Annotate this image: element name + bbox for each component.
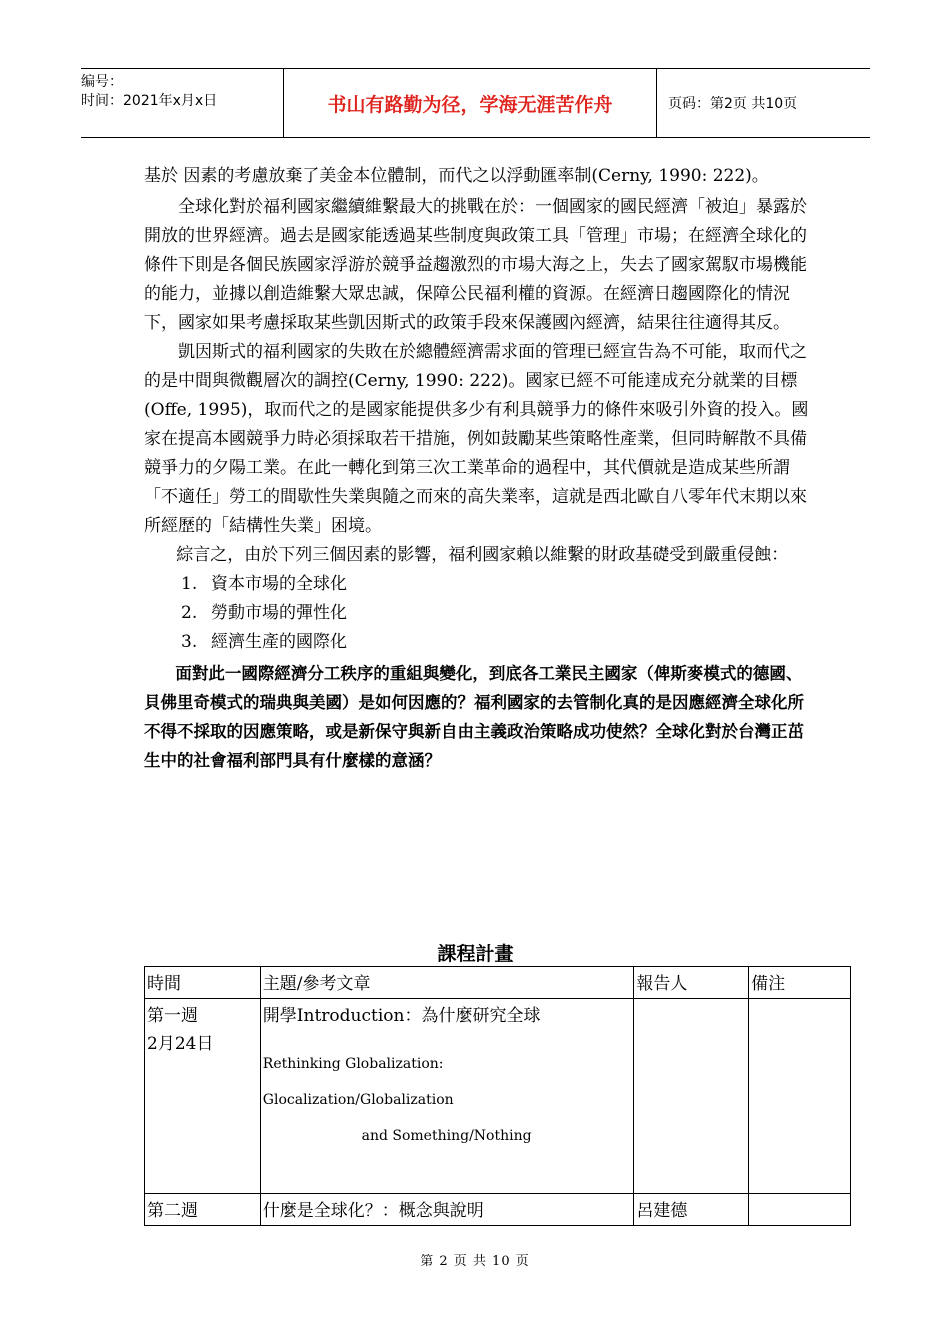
header-note: 備注 [749, 967, 851, 999]
note-cell [749, 999, 851, 1194]
page-footer: 第 2 页 共 10 页 [420, 1254, 530, 1269]
page-label: 页码：第2页 共10页 [668, 96, 798, 112]
header-motto: 书山有路勤为径，学海无涯苦作舟 [283, 69, 657, 137]
paragraph-2: 全球化對於福利國家繼續維繫最大的挑戰在於：一個國家的國民經濟「被迫」暴露於開放的世界經濟。過去是國家能透過某些制度與政策工具「管理」市場；在經濟全球化的條件下則是各個民族國家浮游於競爭益趨激烈的市場大海之上，失去了國家駕馭市場機能的能力，並據以創造維繫大眾忠誠，保障公民福利權的資源。在經濟日趨國際化的情況下，國家如果考慮採取某些凱因斯式的政策手段來保護國內經濟，結果往往適得其反。 [144, 197, 807, 333]
number-label: 编号： [81, 74, 123, 90]
factor-list [144, 570, 812, 657]
paragraph-4: 綜言之，由於下列三個因素的影響，福利國家賴以維繫的財政基礎受到嚴重侵蝕： [176, 545, 789, 565]
paragraph-3: 凱因斯式的福利國家的失敗在於總體經濟需求面的管理已經宣告為不可能，取而代之的是中間與微觀層次的調控(Cerny, 1990: 222)。國家已經不可能達成充分就業的目標(Offe, 1995)，取而代之的是國家能提供多少有利具競爭力的條件來吸引外資的投入。國家在提高本國競爭力時必須採取若干措施，例如鼓勵某些策略性產業，但同時解散不具備競爭力的夕陽工業。在此一轉化到第三次工業革命的過程中，其代價就是造成某些所謂「不適任」勞工的間歇性失業與隨之而來的高失業率，這就是西北歐自八零年代末期以來所經歷的「結構性失業」困境。 [144, 342, 809, 536]
course-plan-title: 課程計畫 [437, 943, 514, 965]
reporter-cell [634, 999, 749, 1194]
topic-cell: 開學Introduction：為什麼研究全球 Rethinking Globalization: Glocalization/Globalization and Something/Nothing [260, 999, 634, 1194]
header-page-number [665, 69, 870, 137]
paragraph-1: 基於 因素的考慮放棄了美金本位體制，而代之以浮動匯率制(Cerny, 1990: 222)。 [144, 166, 769, 186]
table-header-row [145, 967, 851, 999]
header-meta [81, 69, 281, 141]
document-body [144, 162, 812, 775]
week-cell: 第一週 2月24日 [145, 999, 261, 1194]
paragraph-5-bold: 面對此一國際經濟分工秩序的重組與變化，到底各工業民主國家（俾斯麥模式的德國、貝佛里奇模式的瑞典與美國）是如何因應的？福利國家的去管制化真的是因應經濟全球化所不得不採取的因應策略，或是新保守與新自由主義政治策略成功使然？全球化對於台灣正茁生中的社會福利部門具有什麼樣的意涵？ [144, 664, 804, 770]
time-label: 时间：2021年x月x日 [81, 93, 218, 109]
header-reporter: 報告人 [634, 967, 749, 999]
course-plan-table [144, 966, 851, 1226]
list-item: 2. 勞動市場的彈性化 [181, 603, 347, 623]
table-row [145, 999, 851, 1194]
header-time: 時間 [145, 967, 261, 999]
reporter-cell: 呂建德 [634, 1194, 749, 1226]
topic-cell: 什麼是全球化？：概念與說明 [260, 1194, 634, 1226]
header-topic: 主題/參考文章 [260, 967, 634, 999]
note-cell [749, 1194, 851, 1226]
week-cell: 第二週 [145, 1194, 261, 1226]
page-header [81, 68, 870, 138]
table-row [145, 1194, 851, 1226]
list-item: 3. 經濟生產的國際化 [181, 632, 347, 652]
list-item: 1. 資本市場的全球化 [181, 574, 347, 594]
